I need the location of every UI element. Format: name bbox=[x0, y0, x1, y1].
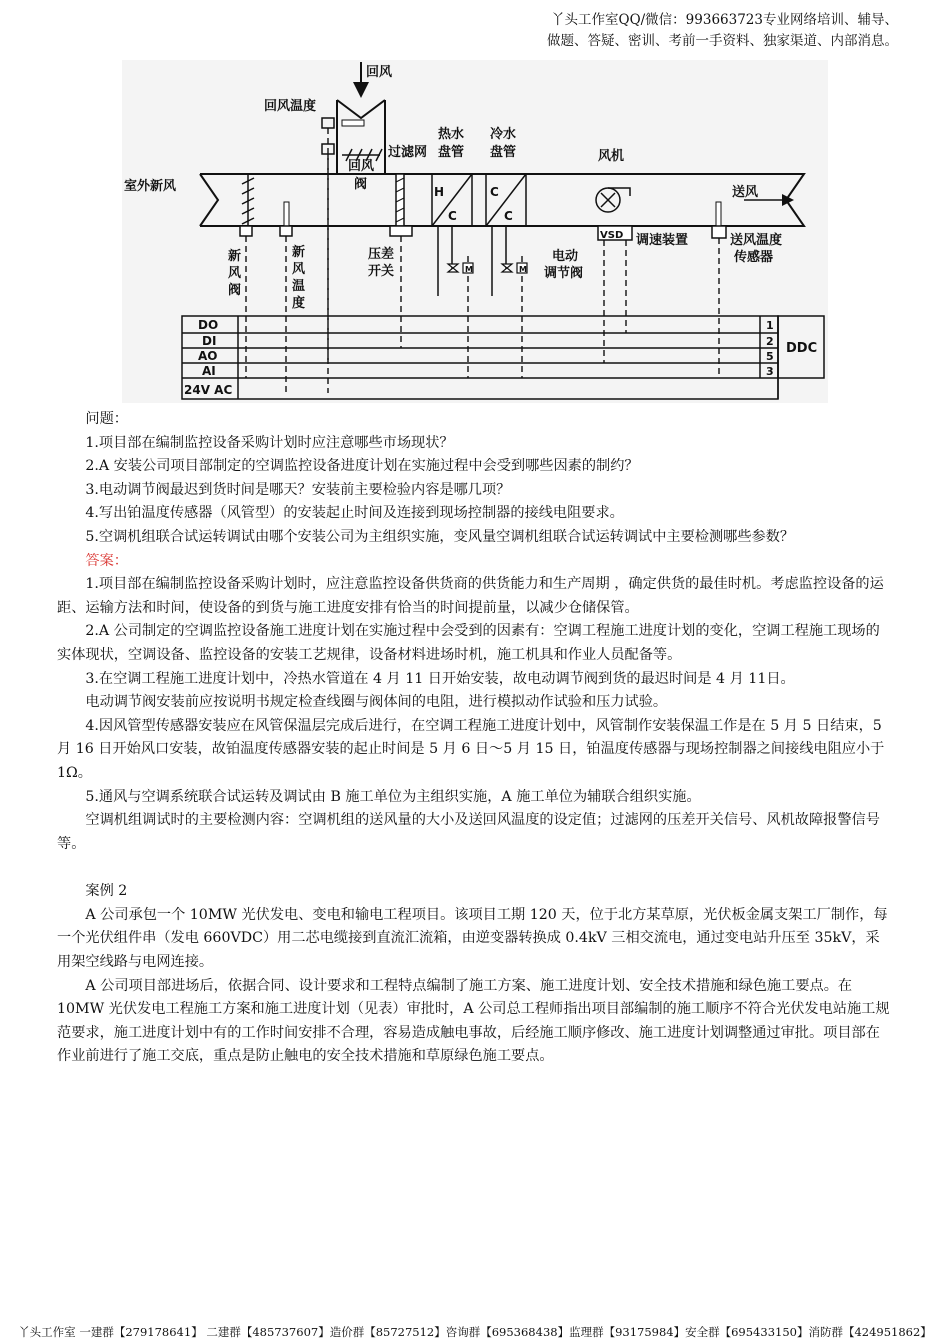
question-1: 1.项目部在编制监控设备采购计划时应注意哪些市场现状？ bbox=[85, 434, 454, 451]
fan-icon bbox=[596, 188, 630, 212]
valve-m-label-1: M bbox=[465, 265, 473, 274]
valve-m-label-2: M bbox=[519, 265, 527, 274]
electric-valve-label-2: 调节阀 bbox=[544, 266, 584, 281]
return-air-valve-label-2: 阀 bbox=[354, 177, 368, 192]
io-row-ai: AI bbox=[202, 364, 216, 378]
coil-h-label: H bbox=[434, 185, 445, 199]
fresh-air-valve-label-2: 风 bbox=[228, 266, 242, 281]
pressure-switch-label-2: 开关 bbox=[368, 264, 395, 279]
io-row-di: DI bbox=[202, 334, 217, 348]
question-3: 3.电动调节阀最迟到货时间是哪天？安装前主要检验内容是哪几项？ bbox=[85, 481, 511, 498]
document-body bbox=[57, 408, 893, 1069]
questions-heading: 问题： bbox=[85, 411, 128, 427]
fan-label: 风机 bbox=[598, 149, 625, 164]
io-count-ai: 3 bbox=[766, 365, 774, 378]
page-footer: 丫头工作室 一建群【279178641】 二建群【485737607】造价群【85727512】咨询群【695368438】监理群【93175984】安全群【695433150】消防群【424951862】 bbox=[18, 1325, 932, 1339]
header-line-2: 做题、答疑、密训、考前一手资料、独家渠道、内部消息。 bbox=[547, 33, 898, 49]
io-count-ao: 5 bbox=[766, 350, 774, 363]
return-air-valve-label-1: 回风 bbox=[348, 159, 375, 174]
question-2: 2.A 安装公司项目部制定的空调监控设备进度计划在实施过程中会受到哪些因素的制约？ bbox=[85, 458, 639, 475]
pressure-switch-label-1: 压差 bbox=[368, 247, 395, 262]
answer-5: 5.通风与空调系统联合试运转及调试由 B 施工单位为主组织实施，A 施工单位为辅联合组织实施。 bbox=[85, 788, 701, 805]
case-2-paragraph-2: A 公司项目部进场后，依据合同、设计要求和工程特点编制了施工方案、施工进度计划、安全技术措施和绿色施工要点。在 10MW 光伏发电工程施工方案和施工进度计划（见表）审批时，A 公司总工程师指出项目部编制的施工顺序不符合光伏发电站施工规范要求，施工进度计划中有的工作时间安排不合理，容易造成触电事故，后经施工顺序修改、施工进度计划调整通过审批。项目部在作业前进行了施工交底，重点是防止触电的安全技术措施和草原绿色施工要点。 bbox=[57, 977, 890, 1065]
answer-1: 1.项目部在编制监控设备采购计划时，应注意监控设备供货商的供货能力和生产周期 ，确定供货的最佳时机。考虑监控设备的运距、运输方法和时间，使设备的到货与施工进度安排有恰当的时间提前量，以减少仓储保管。 bbox=[57, 576, 884, 616]
coil-c-label-1: C bbox=[448, 209, 457, 223]
fresh-air-damper bbox=[242, 174, 254, 226]
io-count-di: 2 bbox=[766, 335, 774, 348]
cold-water-coil-label-2: 盘管 bbox=[490, 145, 517, 160]
hot-water-coil-label-2: 盘管 bbox=[438, 145, 465, 160]
ahu-control-diagram bbox=[122, 60, 828, 403]
case-2-title: 案例 2 bbox=[85, 883, 128, 900]
supply-temp-sensor-label-2: 传感器 bbox=[734, 250, 774, 265]
page-header bbox=[378, 10, 898, 52]
hot-water-coil-label-1: 热水 bbox=[438, 127, 465, 142]
answer-2: 2.A 公司制定的空调监控设备施工进度计划在实施过程中会受到的因素有：空调工程施工进度计划的变化，空调工程施工现场的实体现状，空调设备、监控设备的安装工艺规律，设备材料进场时机，施工机具和作业人员配备等。 bbox=[57, 623, 880, 663]
speed-device-label: 调速装置 bbox=[636, 233, 689, 248]
fresh-air-temp-label-4: 度 bbox=[292, 296, 306, 311]
cold-water-coil-label-1: 冷水 bbox=[490, 127, 517, 142]
fresh-air-valve-label-1: 新 bbox=[228, 249, 242, 264]
question-5: 5.空调机组联合试运转调试由哪个安装公司为主组织实施，变风量空调机组联合试运转调试中主要检测哪些参数？ bbox=[85, 528, 795, 545]
return-air-label: 回风 bbox=[366, 65, 393, 80]
answer-4: 4.因风管型传感器安装应在风管保温层完成后进行，在空调工程施工进度计划中，风管制作安装保温工作是在 5 月 5 日结束，5 月 16 日开始风口安装，故铂温度传感器安装的起止时间是 5 月 6 日～5 月 15 日，铂温度传感器与现场控制器之间接线电阻应小于 1Ω。 bbox=[57, 717, 885, 781]
fresh-air-valve-label-3: 阀 bbox=[228, 283, 242, 298]
answer-5-detail: 空调机组调试时的主要检测内容：空调机组的送风量的大小及送回风温度的设定值；过滤网的压差开关信号、风机故障报警信号等。 bbox=[57, 812, 880, 852]
coil-c-label-2: C bbox=[490, 185, 499, 199]
io-table bbox=[182, 316, 824, 399]
answer-3: 3.在空调工程施工进度计划中，冷热水管道在 4 月 11 日开始安装，故电动调节阀到货的最迟时间是 4 月 11日。 bbox=[85, 670, 795, 687]
answer-3-detail: 电动调节阀安装前应按说明书规定检查线圈与阀体间的电阻，进行模拟动作试验和压力试验。 bbox=[85, 694, 668, 711]
supply-air-label: 送风 bbox=[732, 185, 759, 200]
answers-heading: 答案： bbox=[85, 552, 128, 569]
fresh-air-temp-label-2: 风 bbox=[292, 262, 306, 277]
vsd-label: VSD bbox=[600, 230, 624, 241]
filter-label: 过滤网 bbox=[388, 145, 428, 160]
fresh-air-temp-label-3: 温 bbox=[292, 279, 306, 294]
io-row-ao: AO bbox=[198, 349, 218, 363]
io-count-do: 1 bbox=[766, 319, 774, 332]
question-4: 4.写出铂温度传感器（风管型）的安装起止时间及连接到现场控制器的接线电阻要求。 bbox=[85, 505, 624, 522]
header-line-1: 丫头工作室QQ/微信：993663723专业网络培训、辅导、 bbox=[551, 12, 898, 28]
outdoor-fresh-air-label: 室外新风 bbox=[124, 179, 177, 194]
coil-c-label-3: C bbox=[504, 209, 513, 223]
supply-temp-sensor-label-1: 送风温度 bbox=[730, 233, 783, 248]
io-row-do: DO bbox=[198, 318, 219, 332]
electric-valve-label-1: 电动 bbox=[552, 249, 579, 264]
case-2-paragraph-1: A 公司承包一个 10MW 光伏发电、变电和输电工程项目。该项目工期 120 天，位于北方某草原，光伏板金属支架工厂制作，每一个光伏组件串（发电 660VDC）用二芯电缆接到直流汇流箱，由逆变器转换成 0.4kV 三相交流电，通过变电站升压至 35kV，采用架空线路与电网连接。 bbox=[57, 906, 888, 971]
fresh-air-temp-label-1: 新 bbox=[292, 245, 306, 260]
io-row-24vac: 24V AC bbox=[184, 383, 233, 397]
main-duct bbox=[200, 100, 804, 226]
ddc-label: DDC bbox=[786, 341, 818, 356]
return-air-temp-label: 回风温度 bbox=[264, 99, 317, 114]
